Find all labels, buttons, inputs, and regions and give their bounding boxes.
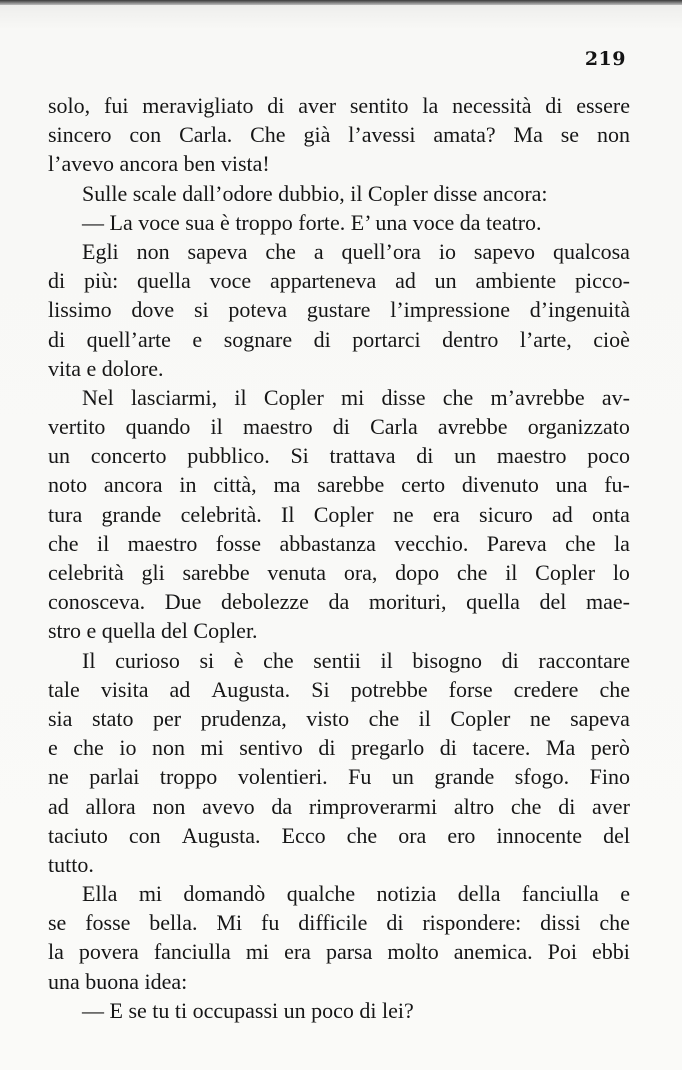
word: Ma [545, 735, 576, 761]
word: che [442, 384, 474, 410]
word: maestro [127, 530, 198, 556]
word: il [96, 530, 110, 556]
word: venuta [267, 560, 327, 585]
word: visto [306, 705, 350, 731]
word: vertito [48, 414, 106, 440]
word: dopo [395, 560, 440, 585]
text-line [48, 675, 630, 704]
word: sicuro [479, 501, 533, 527]
word: Copler [535, 560, 596, 585]
word: domandò [183, 881, 266, 907]
word: Nel [82, 384, 114, 410]
word: se [48, 910, 67, 936]
word: Mi [216, 910, 243, 936]
word: Il [281, 501, 295, 527]
word: Egli [82, 238, 119, 264]
word: che [265, 238, 296, 264]
word: a [313, 238, 324, 264]
word: fosse [85, 910, 131, 936]
word: stato [91, 705, 134, 731]
word: che [263, 647, 294, 673]
word: fui [104, 93, 129, 118]
word: lasciarmi, [131, 384, 218, 410]
word: Si [311, 676, 330, 702]
word: di [48, 326, 66, 352]
word: sapevo [473, 238, 536, 264]
word: potrebbe [350, 676, 428, 702]
text-line [48, 325, 630, 354]
word: già [303, 122, 331, 148]
word: dentro [442, 326, 499, 352]
word: sentito [349, 93, 409, 118]
text-line: tutto. [48, 851, 94, 877]
word: se [560, 122, 580, 148]
word: cioè [593, 326, 630, 352]
word: amata? [433, 122, 496, 148]
word: morituri, [368, 589, 447, 615]
word: però [590, 735, 630, 761]
word: voce [209, 268, 252, 294]
word: Il [82, 647, 96, 673]
word: Ecco [281, 822, 326, 848]
body-text [48, 91, 630, 1025]
word: sentivo [239, 735, 303, 761]
text-line [48, 937, 630, 966]
word: picco- [574, 268, 630, 294]
text-line [48, 237, 630, 266]
word: rimproverarmi [308, 793, 438, 819]
word: celebrità [48, 560, 124, 585]
word: di [558, 793, 576, 819]
word: che [456, 560, 488, 585]
word: ad [552, 501, 573, 527]
text-line [48, 704, 630, 733]
word: fu- [604, 472, 630, 498]
word: Copler [450, 705, 511, 731]
page-top-edge [0, 0, 682, 5]
word: si [193, 297, 209, 323]
word: ebbi [592, 939, 630, 965]
word: della [457, 881, 501, 907]
word: non [596, 122, 630, 148]
word: l’impressione [390, 297, 510, 323]
word: Copler [263, 384, 324, 410]
text-line [48, 91, 630, 120]
word: fosse [215, 530, 261, 556]
word: tale [48, 676, 80, 702]
word: quell’arte [86, 326, 171, 352]
word: che [346, 822, 378, 848]
word: l’avessi [348, 122, 416, 148]
word: che [599, 676, 630, 702]
word: organizzato [527, 414, 630, 440]
word: povera [78, 939, 139, 965]
text-line [48, 733, 630, 762]
word: da [271, 793, 293, 819]
word: di [439, 735, 457, 761]
word: ne [48, 764, 69, 790]
word: ad [395, 268, 416, 294]
word: il [505, 560, 518, 585]
word: prudenza, [200, 705, 287, 731]
word: ma [273, 472, 301, 498]
word: il [234, 384, 247, 410]
word: Carla [370, 414, 418, 440]
text-line: Sulle scale dall’odore dubbio, il Copler disse ancora: [82, 180, 548, 206]
word: ad [169, 676, 191, 702]
word: gli [141, 560, 165, 585]
text-line: — La voce sua è troppo forte. E’ una voce da teatro. [82, 209, 542, 235]
text-line [48, 441, 630, 470]
word: pregarlo [350, 735, 425, 761]
word: qualche [286, 881, 356, 907]
word: volentieri. [237, 764, 328, 790]
word: di [501, 647, 519, 673]
word: era [284, 939, 311, 965]
word: che [510, 793, 542, 819]
word: io [438, 238, 456, 264]
word: in [179, 472, 197, 498]
word: Ella [82, 881, 118, 907]
word: parsa [325, 939, 373, 965]
word: sarebbe [182, 560, 250, 585]
word: di [267, 93, 285, 118]
word: pubblico. [187, 443, 270, 469]
word: mae- [586, 589, 630, 615]
word: un [48, 443, 70, 469]
word: è [233, 647, 244, 673]
word: avevo [202, 793, 255, 819]
word: certo [401, 472, 446, 498]
word: trattava [329, 443, 396, 469]
word: non [136, 238, 170, 264]
word: qualcosa [552, 238, 630, 264]
word: sapeva [187, 238, 248, 264]
text-line [48, 412, 630, 441]
word: quell’ora [341, 238, 421, 264]
word: notizia [376, 881, 437, 907]
word: del [539, 589, 567, 615]
word: concerto [90, 443, 167, 469]
word: Si [290, 443, 309, 469]
word: tacere. [472, 735, 531, 761]
word: un [434, 268, 457, 294]
word: e [620, 881, 630, 907]
word: difficile [298, 910, 368, 936]
word: non [151, 735, 185, 761]
word: sarebbe [317, 472, 385, 498]
text-line [48, 120, 630, 149]
word: poteva [228, 297, 288, 323]
word: un [391, 764, 414, 790]
word: abbastanza [279, 530, 376, 556]
text-line [48, 383, 630, 412]
text-line [48, 587, 630, 616]
word: portarci [352, 326, 421, 352]
word: la [48, 939, 64, 965]
word: mi [341, 384, 365, 410]
text-line: l’avevo ancora ben vista! [48, 151, 270, 177]
word: credere [513, 676, 579, 702]
word: apparteneva [269, 268, 377, 294]
word: il [210, 414, 223, 440]
text-line [48, 470, 630, 499]
word: di [545, 93, 563, 118]
text-line [48, 266, 630, 295]
word: m’avrebbe [490, 384, 585, 410]
word: aver [592, 793, 630, 819]
word: curioso [115, 647, 180, 673]
text-line: una buona idea: [48, 968, 188, 994]
word: che [48, 530, 79, 556]
word: sognare [223, 326, 293, 352]
word: il [418, 705, 431, 731]
word: gustare [306, 297, 371, 323]
text-line [48, 646, 630, 675]
word: ero [447, 822, 476, 848]
word: sapeva [570, 705, 630, 731]
word: visita [100, 676, 149, 702]
word: ora [398, 822, 427, 848]
text-line [48, 762, 630, 791]
word: ambiente [475, 268, 557, 294]
word: celebrità. [180, 501, 262, 527]
word: una [555, 472, 588, 498]
word: necessità [452, 93, 532, 118]
word: maestro [496, 443, 567, 469]
word: da [328, 589, 350, 615]
word: quando [125, 414, 191, 440]
word: per [153, 705, 182, 731]
word: città, [213, 472, 257, 498]
word: dissi [540, 910, 581, 936]
word: di [313, 326, 331, 352]
word: più: [83, 268, 119, 294]
word: e [48, 735, 58, 761]
word: che [368, 705, 400, 731]
word: ad [48, 793, 69, 819]
word: Carla. [179, 122, 233, 148]
word: poco [587, 443, 630, 469]
text-line: vita e dolore. [48, 355, 164, 381]
word: vecchio. [394, 530, 469, 556]
word: avrebbe [437, 414, 508, 440]
word: allora [85, 793, 136, 819]
word: di [386, 910, 404, 936]
word: aver [298, 93, 337, 118]
word: lissimo [48, 297, 112, 323]
word: che [73, 735, 104, 761]
word: l’arte, [519, 326, 572, 352]
word: parlai [89, 764, 140, 790]
word: Due [164, 589, 202, 615]
word: forse [448, 676, 493, 702]
word: molto [387, 939, 439, 965]
word: del [603, 822, 630, 848]
word: onta [592, 501, 630, 527]
word: debolezze [221, 589, 309, 615]
word: di [48, 268, 66, 294]
word: io [119, 735, 137, 761]
word: sentii [313, 647, 361, 673]
word: ora, [343, 560, 378, 585]
word: av- [601, 384, 630, 410]
text-line [48, 295, 630, 324]
word: rispondere: [422, 910, 522, 936]
word: con [129, 122, 162, 148]
word: Augusta. [211, 676, 291, 702]
word: Pareva [486, 530, 547, 556]
word: bisogno [412, 647, 483, 673]
text-line [48, 908, 630, 937]
word: grande [434, 764, 495, 790]
word: fu [261, 910, 280, 936]
word: di [318, 735, 336, 761]
word: taciuto [48, 822, 108, 848]
word: con [128, 822, 161, 848]
word: conosceva. [48, 589, 146, 615]
word: d’ingenuità [529, 297, 630, 323]
word: Fu [348, 764, 372, 790]
word: disse [381, 384, 426, 410]
word: mi [200, 735, 224, 761]
word: raccontare [538, 647, 630, 673]
text-line [48, 558, 630, 587]
word: fanciulla [153, 939, 231, 965]
word: bella. [149, 910, 198, 936]
word: ne [392, 501, 414, 527]
word: di [332, 414, 350, 440]
word: Fino [589, 764, 630, 790]
word: Poi [547, 939, 577, 965]
word: noto [48, 472, 88, 498]
word: quella [466, 589, 520, 615]
word: quella [137, 268, 191, 294]
word: si [199, 647, 215, 673]
word: meravigliato [142, 93, 254, 118]
word: essere [576, 93, 630, 118]
word: e [192, 326, 203, 352]
word: divenuto [461, 472, 539, 498]
word: che [565, 530, 596, 556]
page-number: 219 [584, 48, 626, 70]
text-line [48, 529, 630, 558]
word: mi [138, 881, 163, 907]
text-line: — E se tu ti occupassi un poco di lei? [82, 997, 414, 1023]
word: ancora [103, 472, 163, 498]
word: che [599, 910, 630, 936]
word: non [152, 793, 186, 819]
text-line: stro e quella del Copler. [48, 618, 258, 644]
word: di [416, 443, 434, 469]
word: Che [250, 122, 286, 148]
text-line [48, 879, 630, 908]
text-line [48, 792, 630, 821]
word: fanciulla [521, 881, 599, 907]
word: la [422, 93, 439, 118]
word: il [380, 647, 393, 673]
word: anemica. [453, 939, 533, 965]
text-line [48, 821, 630, 850]
word: era [432, 501, 460, 527]
word: lo [612, 560, 630, 585]
word: sia [48, 705, 73, 731]
word: Augusta. [181, 822, 261, 848]
word: Ma [513, 122, 543, 148]
word: la [614, 530, 630, 556]
word: mi [245, 939, 270, 965]
word: maestro [242, 414, 313, 440]
word: solo, [48, 93, 91, 118]
word: sincero [48, 122, 112, 148]
word: un [454, 443, 477, 469]
word: Copler [313, 501, 374, 527]
word: grande [101, 501, 162, 527]
word: troppo [159, 764, 218, 790]
word: sfogo. [514, 764, 570, 790]
word: altro [453, 793, 495, 819]
text-line [48, 500, 630, 529]
word: dove [131, 297, 175, 323]
word: tura [48, 501, 83, 527]
word: ne [529, 705, 551, 731]
word: innocente [496, 822, 583, 848]
